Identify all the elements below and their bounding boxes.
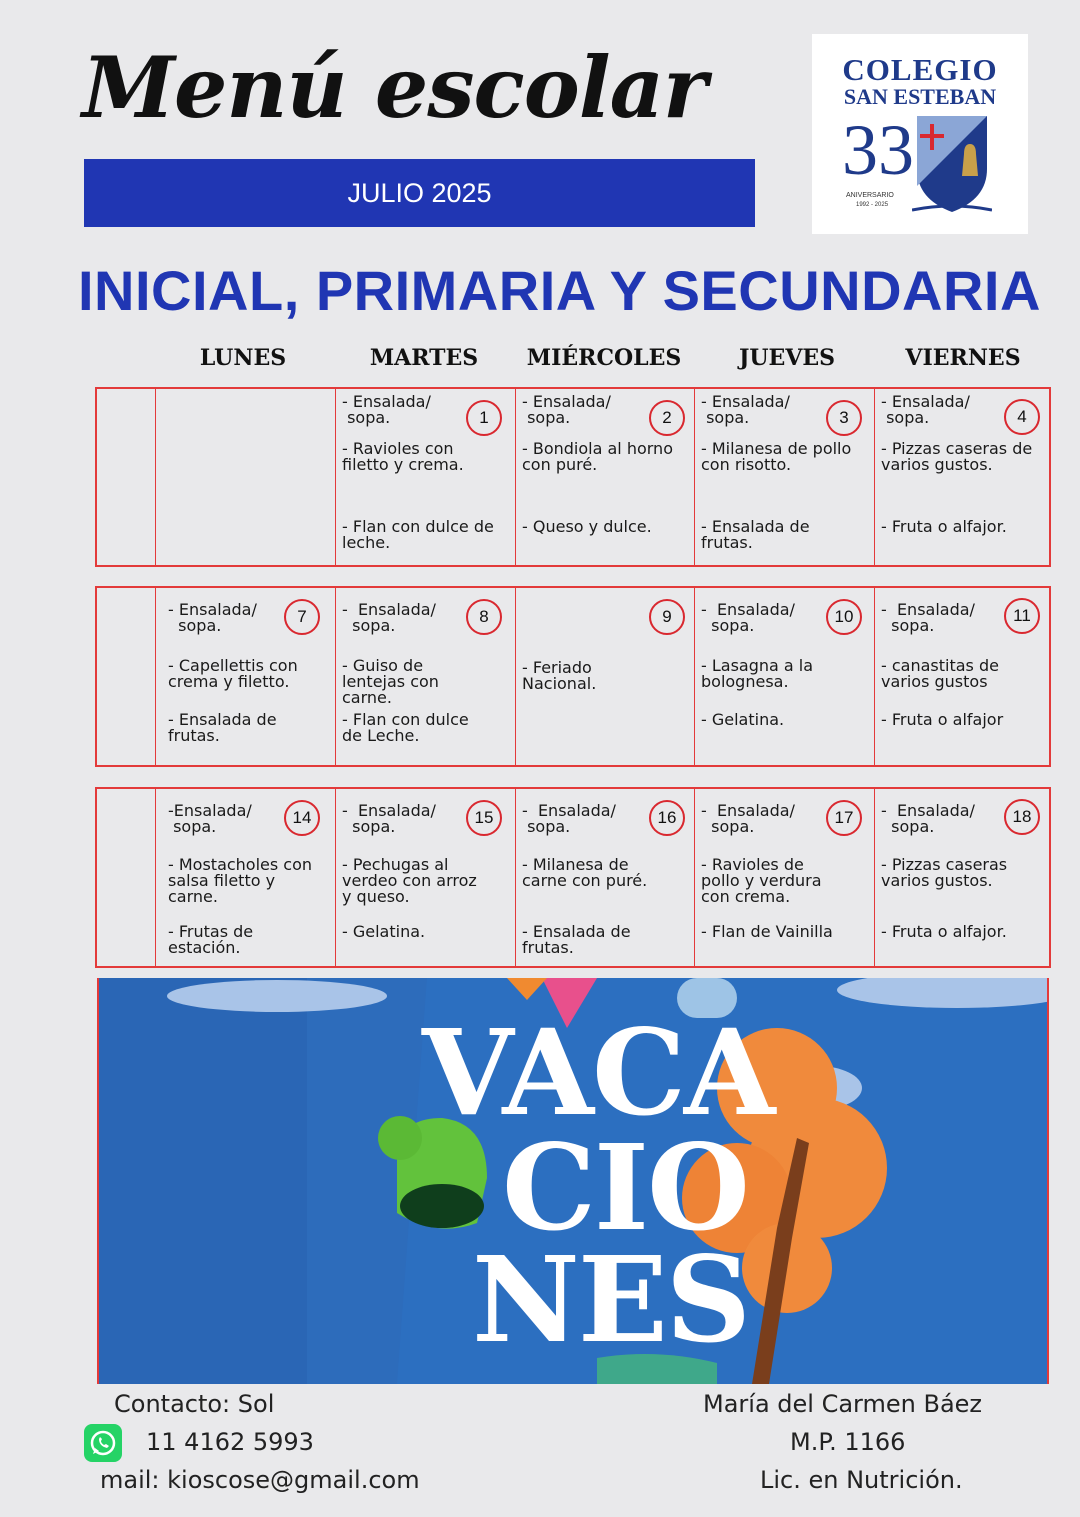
menu-item: - Milanesa de pollo con risotto. (701, 439, 852, 474)
menu-item: - Bondiola al horno con puré. (522, 439, 673, 474)
day-number-badge: 10 (826, 599, 862, 635)
day-number-badge: 8 (466, 599, 502, 635)
logo-line2: SAN ESTEBAN (843, 84, 997, 109)
menu-item: - Pizzas caseras de varios gustos. (881, 439, 1033, 474)
menu-item: - Feriado Nacional. (522, 658, 597, 693)
menu-item: - Ensalada de frutas. (522, 922, 631, 957)
menu-item: - Ensalada/ sopa. (342, 801, 436, 836)
day-number-badge: 15 (466, 800, 502, 836)
menu-cell (515, 588, 694, 765)
menu-item: - Fruta o alfajor. (881, 517, 1007, 536)
logo-anniversary: 33 (842, 110, 914, 190)
menu-item: - Ensalada/ sopa. (342, 600, 436, 635)
menu-item: - Pizzas caseras varios gustos. (881, 855, 1008, 890)
menu-item: - Milanesa de carne con puré. (522, 855, 648, 890)
menu-cell (155, 789, 335, 966)
day-number-badge: 17 (826, 800, 862, 836)
nutritionist-mp: M.P. 1166 (790, 1428, 906, 1456)
menu-item: - Ensalada/ sopa. (168, 600, 257, 635)
menu-cell (694, 789, 874, 966)
menu-cell (335, 789, 515, 966)
vacation-banner (97, 978, 1047, 1384)
menu-item: - Ensalada/ sopa. (881, 801, 975, 836)
day-header-3: JUEVES (738, 345, 836, 371)
menu-item: - Capellettis con crema y filetto. (168, 656, 298, 691)
menu-item: - Lasagna a la bolognesa. (701, 656, 814, 691)
banner-word-line1: VACA (422, 1003, 774, 1142)
menu-cell (515, 389, 694, 565)
month-label: JULIO 2025 (347, 177, 492, 208)
banner-word-line2: CIO (502, 1118, 748, 1257)
day-number-badge: 7 (284, 599, 320, 635)
day-number-badge: 1 (466, 400, 502, 436)
banner-border-right (1047, 978, 1049, 1384)
menu-cell (874, 588, 1051, 765)
menu-item: - Queso y dulce. (522, 517, 652, 536)
day-header-0: LUNES (199, 345, 287, 371)
menu-item: - Pechugas al verdeo con arroz y queso. (342, 855, 477, 906)
menu-item: - Guiso de lentejas con carne. (342, 656, 439, 707)
menu-cell (874, 789, 1051, 966)
menu-item: - Flan con dulce de leche. (342, 517, 494, 552)
day-number-badge: 16 (649, 800, 685, 836)
nutritionist-name: María del Carmen Báez (703, 1390, 983, 1418)
page-title: Menú escolar (82, 38, 707, 137)
menu-item: - Ensalada/ sopa. (522, 801, 616, 836)
menu-item: - Frutas de estación. (168, 922, 254, 957)
menu-cell (155, 588, 335, 765)
menu-cell (694, 389, 874, 565)
menu-item: - Ensalada de frutas. (701, 517, 810, 552)
school-logo (812, 34, 1028, 234)
menu-item: - Ensalada/ sopa. (342, 392, 431, 427)
month-banner (84, 159, 755, 227)
menu-item: - Ensalada/ sopa. (881, 600, 975, 635)
menu-item: - Fruta o alfajor. (881, 922, 1007, 941)
day-number-badge: 9 (649, 599, 685, 635)
nutritionist-title: Lic. en Nutrición. (760, 1466, 963, 1494)
banner-border-left (97, 978, 99, 1384)
week-row-2 (95, 787, 1051, 968)
contact-phone: 11 4162 5993 (146, 1428, 314, 1456)
day-number-badge: 4 (1004, 399, 1040, 435)
menu-item: - Ravioles de pollo y verdura con crema. (701, 855, 822, 906)
menu-cell (155, 389, 335, 565)
menu-item: - Ensalada/ sopa. (522, 392, 611, 427)
menu-cell (335, 588, 515, 765)
week-row-1 (95, 586, 1051, 767)
menu-cell (874, 389, 1051, 565)
menu-item: - Ravioles con filetto y crema. (342, 439, 464, 474)
menu-item: - Ensalada de frutas. (168, 710, 277, 745)
menu-item: - Mostacholes con salsa filetto y carne. (168, 855, 313, 906)
menu-item: - Fruta o alfajor (881, 710, 1004, 729)
day-header-1: MARTES (369, 345, 479, 371)
menu-item: - Ensalada/ sopa. (701, 801, 795, 836)
menu-item: - canastitas de varios gustos (881, 656, 999, 691)
logo-years: 1992 - 2025 (856, 202, 889, 208)
day-number-badge: 2 (649, 400, 685, 436)
menu-item: - Flan de Vainilla (701, 922, 833, 941)
day-number-badge: 14 (284, 800, 320, 836)
menu-cell (515, 789, 694, 966)
logo-caption: ANIVERSARIO (846, 192, 894, 199)
menu-item: - Flan con dulce de Leche. (342, 710, 469, 745)
shield-icon (912, 114, 992, 214)
menu-item: - Ensalada/ sopa. (881, 392, 970, 427)
contact-mail: mail: kioscose@gmail.com (100, 1466, 420, 1494)
menu-item: -Ensalada/ sopa. (168, 801, 252, 836)
menu-cell (335, 389, 515, 565)
day-header-4: VIERNES (905, 345, 1021, 371)
menu-cell (694, 588, 874, 765)
banner-word-line3: NES (472, 1230, 750, 1369)
day-number-badge: 11 (1004, 598, 1040, 634)
logo-line1: COLEGIO (842, 52, 998, 87)
week-row-0 (95, 387, 1051, 567)
menu-item: - Ensalada/ sopa. (701, 600, 795, 635)
whatsapp-icon (84, 1424, 122, 1462)
contact-label: Contacto: Sol (114, 1390, 275, 1418)
day-number-badge: 3 (826, 400, 862, 436)
day-number-badge: 18 (1004, 799, 1040, 835)
levels-heading: INICIAL, PRIMARIA Y SECUNDARIA (78, 259, 1041, 322)
menu-item: - Gelatina. (701, 710, 785, 729)
day-header-2: MIÉRCOLES (526, 345, 682, 371)
menu-item: - Gelatina. (342, 922, 426, 941)
menu-item: - Ensalada/ sopa. (701, 392, 790, 427)
